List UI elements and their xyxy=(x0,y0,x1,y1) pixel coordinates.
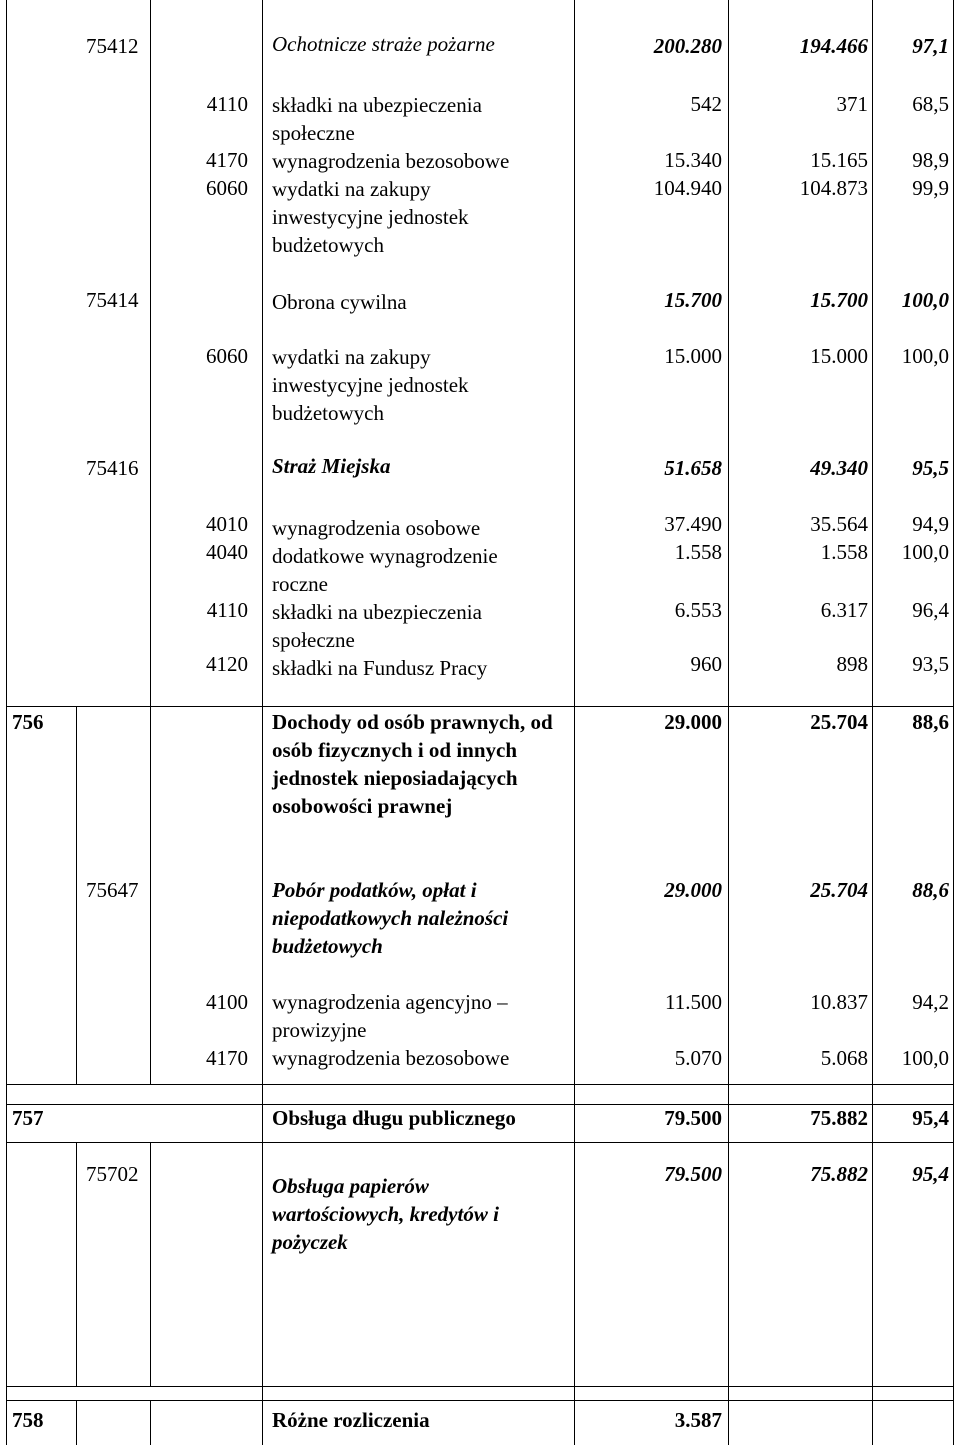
percent: 96,4 xyxy=(912,598,949,622)
column-divider xyxy=(76,1400,77,1445)
percent: 98,9 xyxy=(912,148,949,172)
executed-amount: 15.000 xyxy=(810,344,868,368)
chapter-name: Pobór podatków, opłat i niepodatkowych należności budżetowych xyxy=(272,878,509,958)
percent: 100,0 xyxy=(901,540,949,564)
plan-amount: 11.500 xyxy=(665,990,722,1014)
item-name: wynagrodzenia bezosobowe xyxy=(272,1046,510,1070)
table-border-right xyxy=(953,0,954,1445)
plan-amount: 29.000 xyxy=(664,878,722,902)
row-divider xyxy=(6,1386,954,1387)
item-name: składki na ubezpieczenia społeczne xyxy=(272,600,482,652)
paragraph-code: 4010 xyxy=(206,512,248,536)
percent: 100,0 xyxy=(901,1046,949,1070)
item-name: składki na Fundusz Pracy xyxy=(272,656,488,680)
percent: 99,9 xyxy=(912,176,949,200)
executed-amount: 104.873 xyxy=(799,176,868,200)
paragraph-code: 4110 xyxy=(206,598,248,622)
chapter-code: 75414 xyxy=(86,288,139,312)
paragraph-code: 6060 xyxy=(206,176,248,200)
percent: 94,9 xyxy=(912,512,949,536)
column-divider xyxy=(150,1142,151,1386)
plan-amount: 79.500 xyxy=(664,1162,722,1186)
percent: 88,6 xyxy=(912,878,949,902)
column-divider xyxy=(574,0,575,1445)
chapter-code: 75416 xyxy=(86,456,139,480)
percent: 100,0 xyxy=(901,344,949,368)
executed-amount: 49.340 xyxy=(810,456,868,480)
item-name: dodatkowe wynagrodzenie roczne xyxy=(272,544,498,596)
plan-amount: 5.070 xyxy=(674,1046,722,1070)
paragraph-code: 4040 xyxy=(206,540,248,564)
item-name: wynagrodzenia osobowe xyxy=(272,516,481,540)
percent: 100,0 xyxy=(901,288,949,312)
item-name: wynagrodzenia bezosobowe xyxy=(272,149,510,173)
chapter-code: 75412 xyxy=(86,34,139,58)
plan-amount: 1.558 xyxy=(674,540,722,564)
plan-amount: 200.280 xyxy=(653,34,722,58)
column-divider xyxy=(728,0,729,1445)
plan-amount: 6.553 xyxy=(674,598,722,622)
section-name: Dochody od osób prawnych, od osób fizycznych i od innych jednostek nieposiadających osobowości prawnej xyxy=(272,710,553,818)
paragraph-code: 4100 xyxy=(206,990,248,1014)
executed-amount: 25.704 xyxy=(810,710,868,734)
executed-amount: 10.837 xyxy=(810,990,868,1014)
executed-amount: 75.882 xyxy=(810,1106,868,1130)
row-divider xyxy=(6,706,954,707)
plan-amount: 37.490 xyxy=(664,512,722,536)
plan-amount: 3.587 xyxy=(674,1408,722,1432)
column-divider xyxy=(76,1142,77,1386)
column-divider xyxy=(150,1400,151,1445)
executed-amount: 6.317 xyxy=(820,598,868,622)
percent: 94,2 xyxy=(912,990,949,1014)
chapter-name: Ochotnicze straże pożarne xyxy=(272,32,495,56)
chapter-name: Obrona cywilna xyxy=(272,290,407,314)
section-name: Różne rozliczenia xyxy=(272,1408,430,1432)
percent: 95,4 xyxy=(912,1106,949,1130)
percent: 97,1 xyxy=(912,34,949,58)
plan-amount: 51.658 xyxy=(664,456,722,480)
section-code: 757 xyxy=(12,1106,44,1130)
column-divider xyxy=(262,0,263,1445)
paragraph-code: 4110 xyxy=(206,92,248,116)
plan-amount: 15.700 xyxy=(664,288,722,312)
column-divider xyxy=(872,0,873,1445)
chapter-name: Obsługa papierów wartościowych, kredytów i pożyczek xyxy=(272,1174,499,1254)
column-divider xyxy=(76,706,77,1084)
plan-amount: 29.000 xyxy=(664,710,722,734)
chapter-name: Straż Miejska xyxy=(272,454,391,478)
column-divider xyxy=(150,0,151,1084)
paragraph-code: 6060 xyxy=(206,344,248,368)
section-name: Obsługa długu publicznego xyxy=(272,1106,516,1130)
executed-amount: 1.558 xyxy=(820,540,868,564)
percent: 93,5 xyxy=(912,652,949,676)
plan-amount: 104.940 xyxy=(653,176,722,200)
plan-amount: 960 xyxy=(690,652,722,676)
row-divider xyxy=(6,1084,954,1085)
executed-amount: 35.564 xyxy=(810,512,868,536)
percent: 68,5 xyxy=(912,92,949,116)
executed-amount: 25.704 xyxy=(810,878,868,902)
executed-amount: 898 xyxy=(836,652,868,676)
plan-amount: 15.340 xyxy=(664,148,722,172)
percent: 88,6 xyxy=(912,710,949,734)
plan-amount: 79.500 xyxy=(664,1106,722,1130)
chapter-code: 75647 xyxy=(86,878,139,902)
section-code: 756 xyxy=(12,710,44,734)
executed-amount: 5.068 xyxy=(820,1046,868,1070)
executed-amount: 75.882 xyxy=(810,1162,868,1186)
item-name: wydatki na zakupy inwestycyjne jednostek budżetowych xyxy=(272,345,469,425)
executed-amount: 15.165 xyxy=(810,148,868,172)
table-border-left xyxy=(6,0,7,1445)
plan-amount: 15.000 xyxy=(664,344,722,368)
chapter-code: 75702 xyxy=(86,1162,139,1186)
section-code: 758 xyxy=(12,1408,44,1432)
paragraph-code: 4120 xyxy=(206,652,248,676)
executed-amount: 371 xyxy=(836,92,868,116)
row-divider xyxy=(6,1400,954,1401)
percent: 95,4 xyxy=(912,1162,949,1186)
item-name: wynagrodzenia agencyjno – prowizyjne xyxy=(272,990,508,1042)
executed-amount: 15.700 xyxy=(810,288,868,312)
executed-amount: 194.466 xyxy=(799,34,868,58)
item-name: składki na ubezpieczenia społeczne xyxy=(272,93,482,145)
row-divider xyxy=(6,1142,954,1143)
paragraph-code: 4170 xyxy=(206,1046,248,1070)
paragraph-code: 4170 xyxy=(206,148,248,172)
plan-amount: 542 xyxy=(690,92,722,116)
item-name: wydatki na zakupy inwestycyjne jednostek budżetowych xyxy=(272,177,469,257)
percent: 95,5 xyxy=(912,456,949,480)
